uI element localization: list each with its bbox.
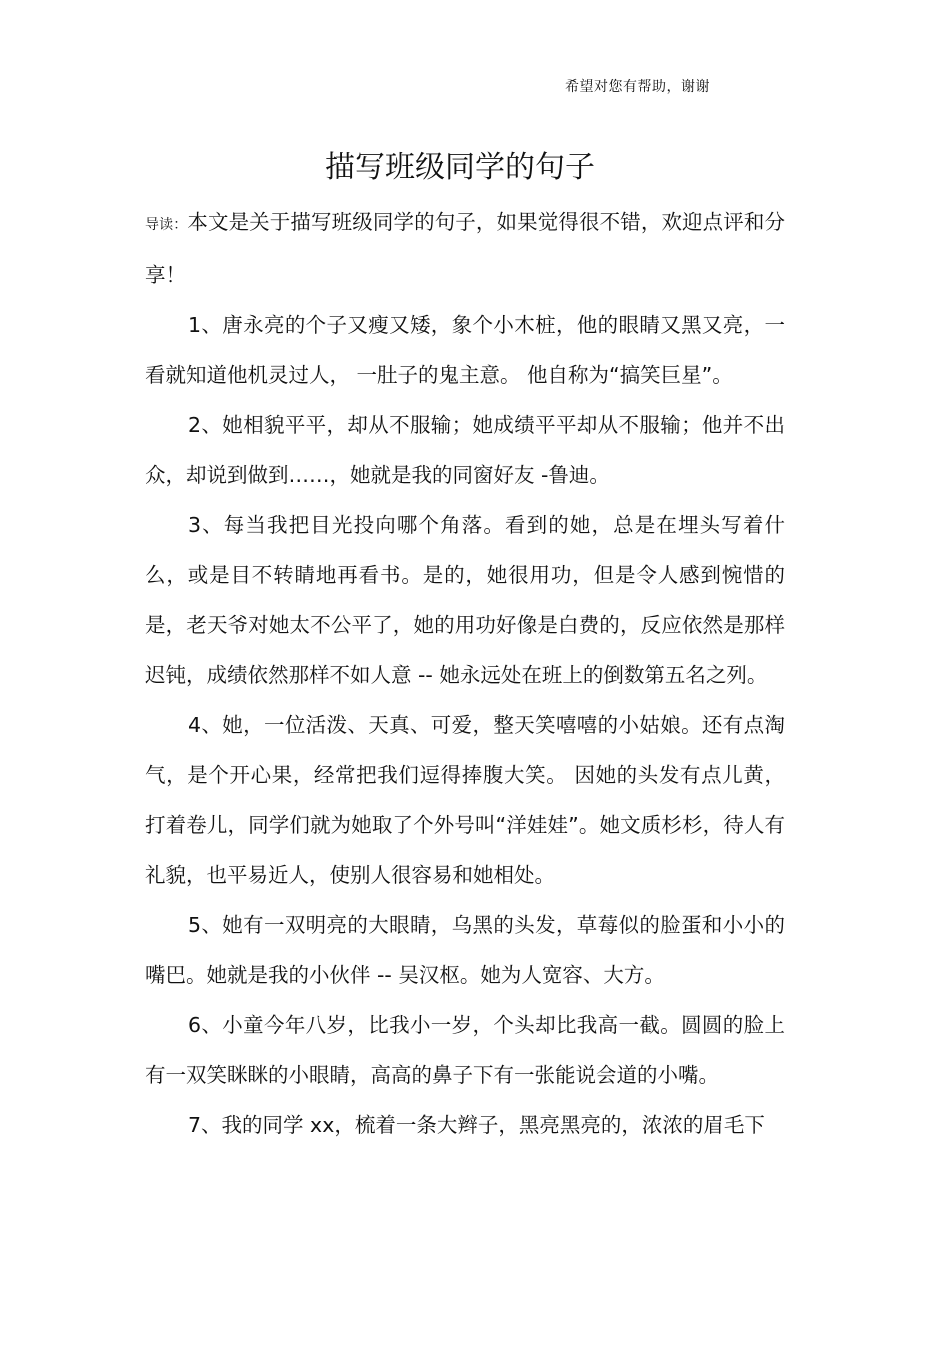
intro-text: 本文是关于描写班级同学的句子，如果觉得很不错，欢迎点评和分享！ xyxy=(145,210,786,287)
document-body xyxy=(145,197,785,1150)
list-item-1: 1、唐永亮的个子又瘦又矮，象个小木桩，他的眼睛又黑又亮，一看就知道他机灵过人， 一肚子的鬼主意。 他自称为“搞笑巨星”。 xyxy=(145,313,785,387)
list-item-7: 7、我的同学 xx，梳着一条大辫子，黑亮黑亮的，浓浓的眉毛下 xyxy=(188,1113,765,1137)
list-item-6: 6、小童今年八岁，比我小一岁，个头却比我高一截。圆圆的脸上有一双笑眯眯的小眼睛，高高的鼻子下有一张能说会道的小嘴。 xyxy=(145,1013,785,1087)
intro-label: 导读： xyxy=(145,217,188,233)
header-note: 希望对您有帮助，谢谢 xyxy=(565,79,710,95)
list-item-4: 4、她，一位活泼、天真、可爱，整天笑嘻嘻的小姑娘。还有点淘气，是个开心果，经常把我们逗得捧腹大笑。 因她的头发有点儿黄，打着卷儿，同学们就为她取了个外号叫“洋娃娃”。她文质杉杉，待人有礼貌，也平易近人，使别人很容易和她相处。 xyxy=(145,713,785,887)
list-item-3: 3、每当我把目光投向哪个角落。看到的她，总是在埋头写着什么，或是目不转睛地再看书。是的，她很用功，但是令人感到惋惜的是，老天爷对她太不公平了，她的用功好像是白费的，反应依然是那样迟钝，成绩依然那样不如人意 -- 她永远处在班上的倒数第五名之列。 xyxy=(145,513,785,687)
document-title: 描写班级同学的句子 xyxy=(325,150,595,185)
intro-paragraph xyxy=(145,197,785,300)
list-item-5: 5、她有一双明亮的大眼睛，乌黑的头发，草莓似的脸蛋和小小的嘴巴。她就是我的小伙伴 -- 吴汉枢。她为人宽容、大方。 xyxy=(145,913,785,987)
list-item-2: 2、她相貌平平，却从不服输；她成绩平平却从不服输；他并不出众，却说到做到……，她就是我的同窗好友 -鲁迪。 xyxy=(145,413,785,487)
